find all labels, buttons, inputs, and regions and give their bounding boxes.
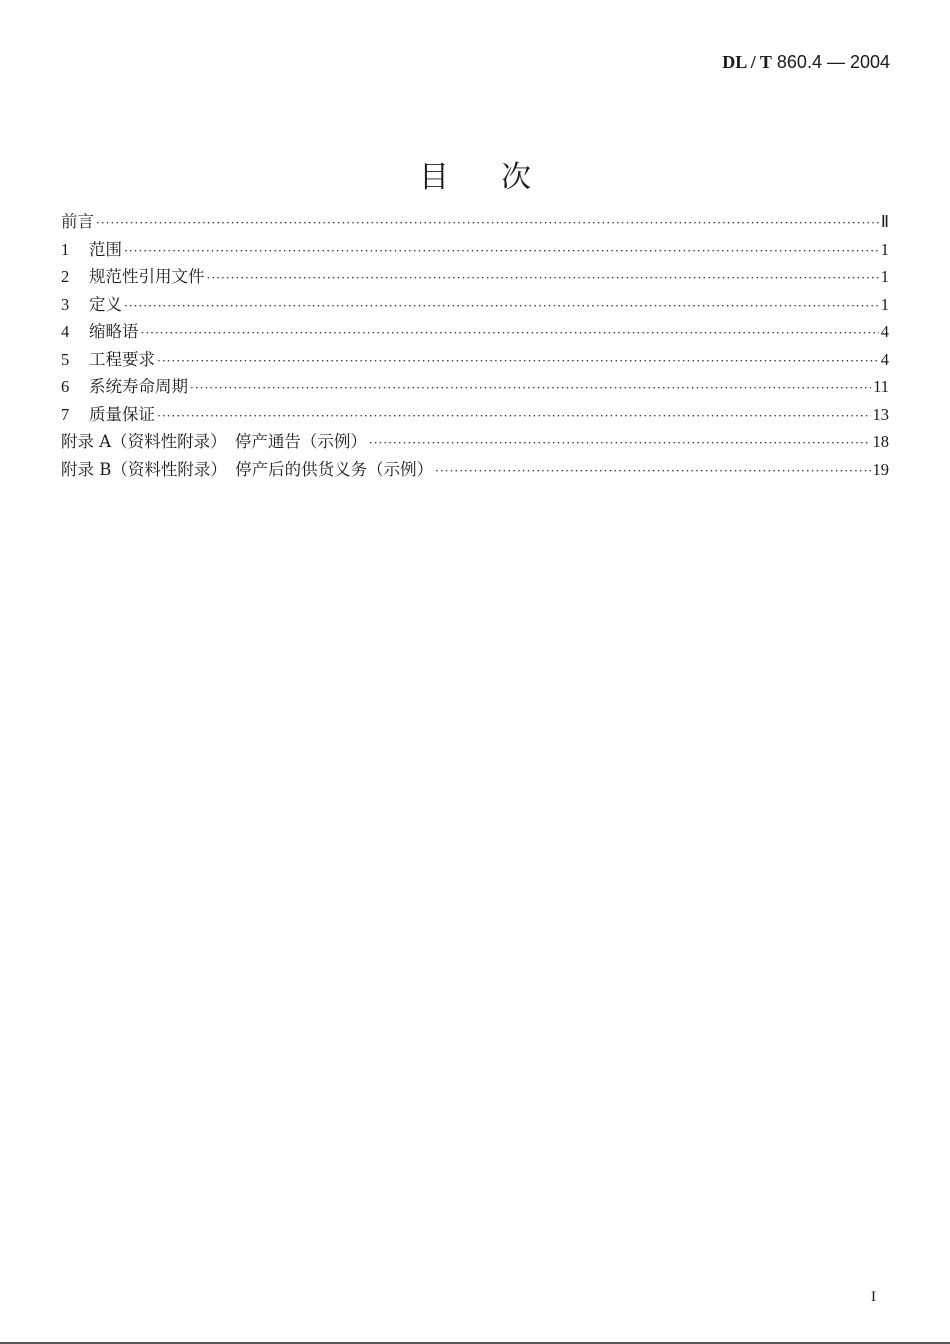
toc-entry-label: 附录 A（资料性附录） 停产通告（示例） <box>61 432 367 451</box>
toc-leader-dots <box>96 216 879 230</box>
toc-entry-page: 4 <box>880 322 889 341</box>
toc-entry-page: 4 <box>880 349 889 369</box>
document-code-prefix: DL / T <box>722 52 772 72</box>
toc-entry-number: 5 <box>61 349 70 369</box>
toc-entry-label: 前言 <box>61 212 94 231</box>
toc-entry-3[interactable] <box>61 291 889 319</box>
toc-entry-4[interactable] <box>61 318 889 346</box>
toc-entry-page: 1 <box>880 294 889 314</box>
document-code-number: 860.4 — 2004 <box>771 52 890 72</box>
document-code <box>722 52 890 73</box>
toc-entry-7[interactable] <box>61 401 889 429</box>
toc-leader-dots <box>435 464 870 478</box>
toc-entry-label: 范围 <box>89 239 122 259</box>
toc-entry-label: 定义 <box>89 294 122 314</box>
toc-entry-page: 18 <box>872 432 889 451</box>
toc-entry-foreword[interactable] <box>61 208 889 236</box>
toc-entry-label: 附录 B（资料性附录） 停产后的供货义务（示例） <box>61 459 434 479</box>
toc-entry-number: 2 <box>61 267 70 286</box>
table-of-contents <box>61 208 889 483</box>
toc-leader-dots <box>157 354 879 368</box>
toc-entry-label: 系统寿命周期 <box>89 377 188 396</box>
toc-leader-dots <box>207 271 879 285</box>
page-title: 目次 <box>419 160 583 196</box>
toc-entry-page: 11 <box>873 377 889 396</box>
toc-entry-number: 1 <box>61 239 70 259</box>
toc-entry-label: 规范性引用文件 <box>89 267 205 286</box>
toc-entry-page: 19 <box>872 459 889 479</box>
toc-leader-dots <box>157 409 871 423</box>
page-number: I <box>871 1289 876 1305</box>
toc-leader-dots <box>190 381 871 395</box>
toc-entry-5[interactable] <box>61 346 889 374</box>
toc-entry-page: 1 <box>880 239 889 259</box>
toc-entry-page: Ⅱ <box>880 212 889 231</box>
toc-entry-appendix-a[interactable] <box>61 428 889 456</box>
toc-entry-number: 6 <box>61 377 70 396</box>
toc-entry-page: 1 <box>880 267 889 286</box>
toc-leader-dots <box>369 436 871 450</box>
toc-leader-dots <box>124 244 879 258</box>
toc-entry-2[interactable] <box>61 263 889 291</box>
toc-entry-page: 13 <box>872 404 889 424</box>
toc-entry-appendix-b[interactable] <box>61 456 889 484</box>
toc-entry-label: 工程要求 <box>89 349 155 369</box>
toc-leader-dots <box>124 299 879 313</box>
toc-entry-label: 缩略语 <box>89 322 139 341</box>
toc-entry-number: 3 <box>61 294 70 314</box>
toc-entry-1[interactable] <box>61 236 889 264</box>
toc-leader-dots <box>141 326 879 340</box>
toc-entry-6[interactable] <box>61 373 889 401</box>
toc-entry-label: 质量保证 <box>89 404 155 424</box>
toc-entry-number: 4 <box>61 322 70 341</box>
toc-entry-number: 7 <box>61 404 70 424</box>
